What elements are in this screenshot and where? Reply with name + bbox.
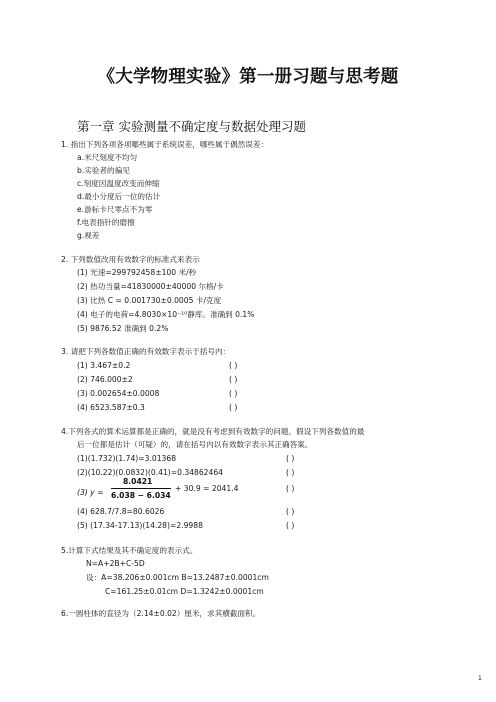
answer-blank: ( ): [229, 389, 238, 398]
answer-blank: ( ): [286, 484, 295, 493]
question-1-option-c: c.刻度因温度改变而伸缩: [77, 179, 160, 188]
question-2-item-3: (3) 比热 C = 0.001730±0.0005 卡/克度: [77, 296, 222, 305]
question-1-stem: 1. 指出下列各项各项哪些属于系统误差，哪些属于偶然误差：: [61, 140, 269, 149]
question-5-formula: N=A+2B+C-5D: [86, 559, 145, 568]
question-4-stem-line-2: 后一位都是估计（可疑）的，请在括号内以有效数字表示其正确答案。: [77, 440, 313, 449]
answer-blank: ( ): [286, 521, 295, 530]
fraction-bar: [111, 488, 171, 489]
answer-blank: ( ): [229, 375, 238, 384]
question-2-stem: 2. 下列数值改用有效数字的标准式来表示: [61, 255, 200, 264]
answer-blank: ( ): [286, 468, 295, 477]
fraction-denominator: 6.038 − 6.034: [111, 491, 171, 500]
question-4-item-2: (2)(10.22)(0.0832)(0.41)=0.34862464: [77, 468, 224, 477]
fraction-numerator: 8.0421: [123, 477, 153, 486]
question-3-item-4: (4) 6523.587±0.3: [77, 403, 145, 412]
answer-blank: ( ): [286, 507, 295, 516]
question-4-item-5: (5) (17.34-17.13)(14.28)=2.9988: [77, 521, 203, 530]
question-4-stem-line-1: 4.下列各式的算术运算都是正确的，就是没有考虑到有效数字的问题。假设下列各数值的最: [61, 427, 365, 436]
question-4-item-3-prefix: (3) y =: [77, 488, 104, 497]
question-2-item-2: (2) 热功当量=41830000±40000 尔格/卡: [77, 282, 224, 291]
question-1-option-d: d.最小分度后一位的估计: [77, 192, 161, 201]
question-3-stem: 3. 请把下列各数值正确的有效数字表示于括号内：: [61, 347, 231, 356]
document-title: 《大学物理实验》第一册习题与思考题: [97, 67, 399, 87]
question-2-item-4: (4) 电子的电荷=4.8030×10⁻¹⁰静库。准确到 0.1%: [77, 310, 255, 319]
question-4-item-1: (1)(1.732)(1.74)=3.01368: [77, 454, 177, 463]
question-5-given-2: C=161.25±0.01cm D=1.3242±0.0001cm: [105, 587, 264, 596]
page-number: 1: [478, 675, 482, 682]
question-4-item-3-rest: + 30.9 = 2041.4: [175, 484, 239, 493]
question-3-item-3: (3) 0.002654±0.0008: [77, 389, 160, 398]
question-1-option-f: f.电表指针的磨擦: [77, 218, 135, 227]
question-6-stem: 6.一圆柱体的直径为（2.14±0.02）厘米，求其横截面积。: [61, 609, 261, 618]
question-3-item-2: (2) 746.000±2: [77, 375, 133, 384]
question-3-item-1: (1) 3.467±0.2: [77, 361, 131, 370]
question-5-stem: 5.计算下式结果及其不确定度的表示式。: [61, 546, 198, 555]
question-2-item-1: (1) 光速=299792458±100 米/秒: [77, 268, 197, 277]
question-4-item-4: (4) 628.7/7.8=80.6026: [77, 507, 165, 516]
answer-blank: ( ): [229, 403, 238, 412]
chapter-heading: 第一章 实验测量不确定度与数据处理习题: [77, 119, 306, 134]
question-1-option-a: a.米尺刻度不均匀: [77, 153, 138, 162]
question-1-option-b: b.实验者的偏见: [77, 166, 130, 175]
answer-blank: ( ): [286, 454, 295, 463]
question-1-option-g: g.视差: [77, 231, 100, 240]
answer-blank: ( ): [229, 361, 238, 370]
question-5-given-1: 设：A=38.206±0.001cm B=13.2487±0.0001cm: [86, 573, 269, 582]
question-1-option-e: e.游标卡尺零点不为零: [77, 205, 153, 214]
question-2-item-5: (5) 9876.52 准确到 0.2%: [77, 324, 169, 333]
